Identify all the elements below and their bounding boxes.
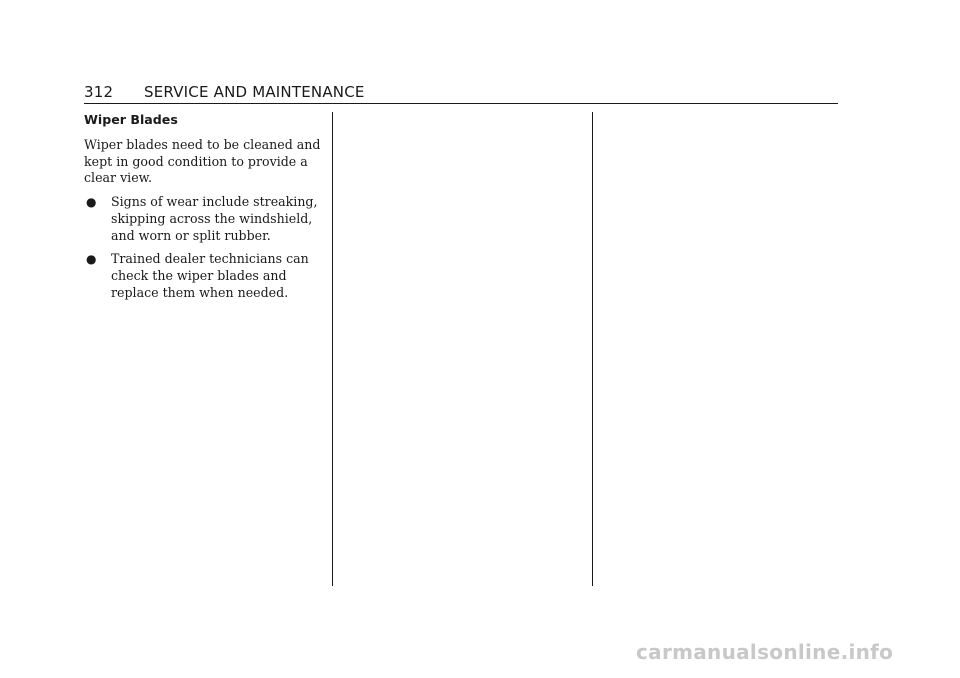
list-item	[84, 251, 324, 301]
bullet-icon: ●	[86, 252, 97, 267]
watermark: carmanualsonline.info	[636, 640, 894, 664]
column-divider-right	[592, 112, 593, 586]
column-divider-left	[332, 112, 333, 586]
page-header	[84, 82, 838, 104]
page-number: 312	[84, 83, 114, 101]
section-heading: Wiper Blades	[84, 112, 178, 127]
content-column	[84, 112, 324, 308]
section-title: SERVICE AND MAINTENANCE	[144, 83, 365, 101]
list-item-text: Signs of wear include streaking, skipping across the windshield, and worn or split rubber.	[111, 194, 318, 243]
header-divider	[84, 103, 838, 104]
bullet-icon: ●	[86, 195, 97, 210]
intro-paragraph: Wiper blades need to be cleaned and kept in good condition to provide a clear view.	[84, 137, 321, 186]
bullet-list	[84, 194, 324, 301]
list-item	[84, 194, 324, 244]
list-item-text: Trained dealer technicians can check the wiper blades and replace them when needed.	[111, 251, 309, 300]
